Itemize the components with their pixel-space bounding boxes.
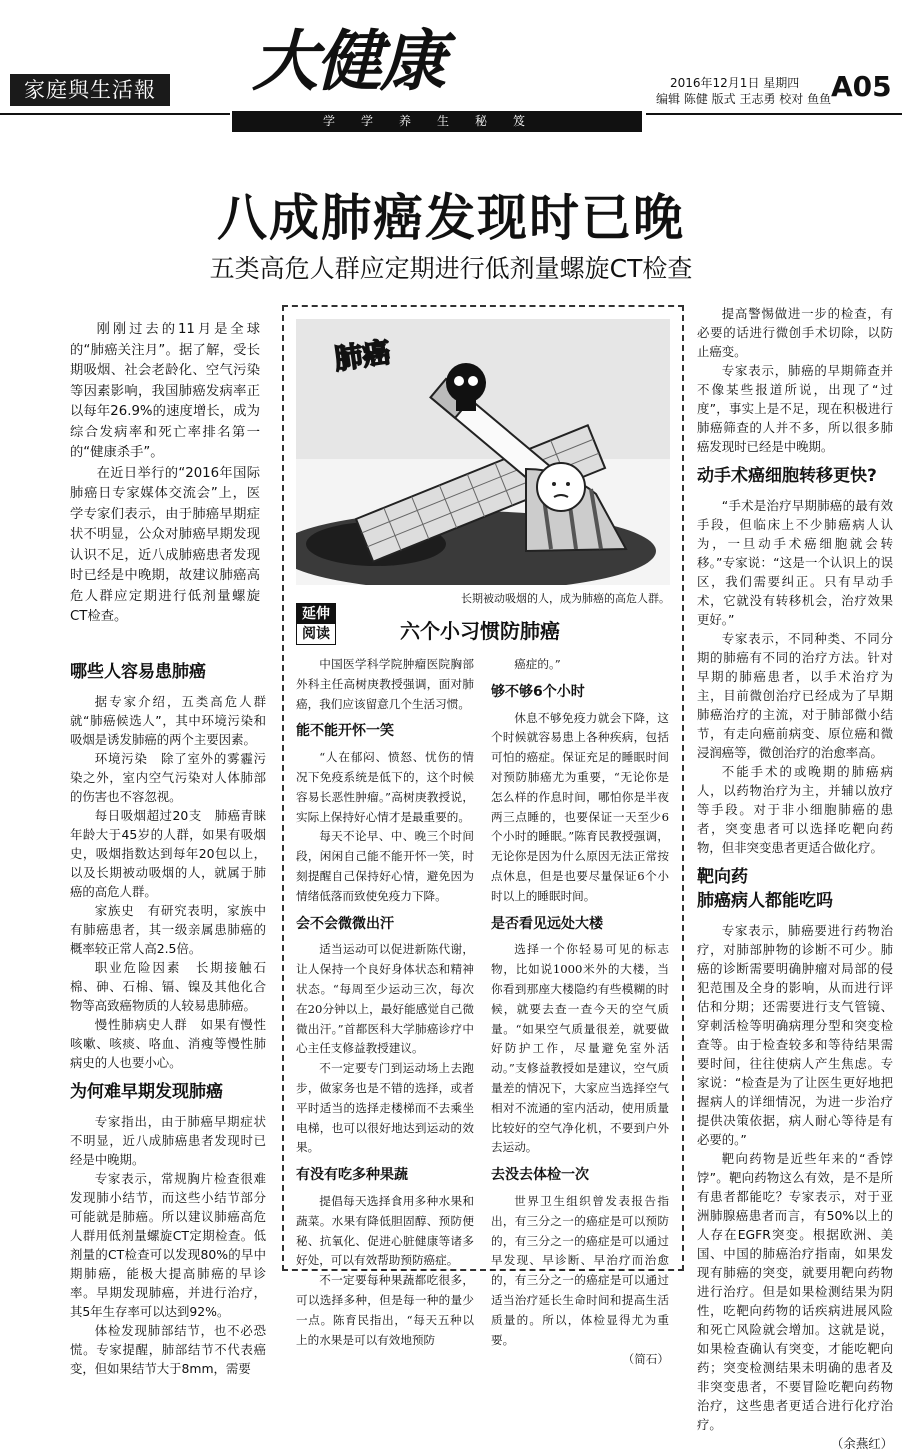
extended-reading-badge bbox=[296, 603, 336, 645]
body-paragraph: 癌症的。” bbox=[514, 657, 561, 671]
section-heading: 去没去体检一次 bbox=[491, 1167, 589, 1184]
body-paragraph: 靶向药物是近些年来的“香饽饽”。靶向药物这么有效，是不是所有患者都能吃？专家表示，对于亚洲肺腺癌患者而言，有50%以上的人存在EGFR突变。根据欧洲、美国、中国的肺癌治疗指南，如果发现有肺癌的突变，就要用靶向药物进行治疗。但是如果检测结果为阴性，吃靶向药物的话疾病进展风险和死亡风险就会增加。这就是说，如果检查确认有突变，才能吃靶向药；突变检测结果未明确的患者及非突变患者，不要冒险吃靶向药物治疗，这些患者更适合进行化疗治疗。 bbox=[697, 1151, 893, 1432]
body-paragraph: 休息不够免疫力就会下降，这个时候就容易患上各种疾病，包括可怕的癌症。保证充足的睡眠时间对预防肺癌尤为重要，“无论你是怎么样的作息时间，哪怕你是半夜两三点睡的，也要保证一天至少6个小时的睡眠。”陈育民教授强调，无论你是因为什么原因无法正常按点休息，但是也要尽量保证6个小时以上的睡眠时间。 bbox=[491, 710, 669, 903]
body-paragraph: 适当运动可以促进新陈代谢，让人保持一个良好身体状态和精神状态。“每周至少运动三次，每次在20分钟以上，最好能感觉自己微微出汗。”首都医科大学肺癌诊疗中心主任支修益教授建议。 bbox=[296, 942, 474, 1056]
article-subheadline: 五类高危人群应定期进行低剂量螺旋CT检查 bbox=[209, 254, 693, 283]
body-paragraph: “手术是治疗早期肺癌的最有效手段，但临床上不少肺癌病人认为，一旦动手术癌细胞就会转移。”专家说：“这是一个认识上的误区，我们需要纠正。只有早动手术，它就没有转移机会，治疗效果更好。” bbox=[697, 498, 893, 627]
body-paragraph: 专家表示，不同种类、不同分期的肺癌有不同的治疗方法。针对早期的肺癌患者，以手术治疗为主，目前微创治疗已经成为了早期肺癌治疗的主流，对于肺部微小结节，有走向癌前病变、原位癌和微浸润癌等，微创治疗的治愈率高。 bbox=[697, 631, 893, 760]
body-paragraph: 据专家介绍，五类高危人群就“肺癌候选人”，其中环境污染和吸烟是诱发肺癌的两个主要因素。 bbox=[70, 694, 266, 747]
section-heading: 靶向药 肺癌病人都能吃吗 bbox=[697, 867, 833, 911]
sidebar-column-a bbox=[296, 655, 474, 1350]
masthead-rule-left bbox=[0, 113, 230, 115]
sidebar-column-b bbox=[491, 655, 669, 1370]
sidebar-title: 六个小习惯防肺癌 bbox=[400, 619, 560, 643]
badge-line: 延伸 bbox=[297, 604, 335, 624]
section-heading: 能不能开怀一笑 bbox=[296, 723, 394, 740]
article-column-right bbox=[697, 304, 893, 1453]
section-heading: 是否看见远处大楼 bbox=[491, 915, 603, 932]
section-heading: 哪些人容易患肺癌 bbox=[70, 662, 206, 682]
lead-paragraph: 刚刚过去的11月是全球的“肺癌关注月”。据了解，受长期吸烟、社会老龄化、空气污染等因素影响，我国肺癌发病率正以每年26.9%的速度增长，成为综合发病率和死亡率排名第一的“健康杀手”。 bbox=[70, 322, 260, 460]
section-heading: 够不够6个小时 bbox=[491, 683, 585, 700]
section-heading: 动手术癌细胞转移更快? bbox=[697, 466, 877, 486]
body-paragraph: 专家表示，肺癌要进行药物治疗，对肺部肿物的诊断不可少。肺癌的诊断需要明确肿瘤对局部的侵犯范围及全身的影响，从而进行评估和分期；还需要进行支气管镜、穿刺活检等明确病理分型和突变检查等。由于检查较多和等待结果需要时间，往往使病人产生焦虑。专家说：“检查是为了让医生更好地把握病人的详细情况，为进一步治疗提供决策依据，病人耐心等待是有必要的。” bbox=[697, 923, 893, 1147]
page-number: A05 bbox=[831, 70, 892, 103]
section-heading: 会不会微微出汗 bbox=[296, 915, 394, 932]
lead-paragraph: 在近日举行的“2016年国际肺癌日专家媒体交流会”上，医学专家们表示，由于肺癌早期症状不明显，公众对肺癌早期发现认识不足，近八成肺癌患者发现时已经是中晚期，故建议肺癌高危人群应定期进行低剂量螺旋CT检查。 bbox=[70, 465, 260, 624]
masthead-rule-right bbox=[646, 113, 902, 115]
newspaper-name: 家庭與生活報 bbox=[10, 74, 170, 106]
body-paragraph: 每天不论早、中、晚三个时间段，闲闲自己能不能开怀一笑，时刻提醒自己保持好心情，避免因为情绪低落而致使免疫力下降。 bbox=[296, 829, 474, 903]
section-heading: 为何难早期发现肺癌 bbox=[70, 1082, 223, 1102]
illustration bbox=[296, 319, 670, 585]
illustration-caption: 长期被动吸烟的人，成为肺癌的高危人群。 bbox=[461, 592, 670, 605]
section-slogan: 学学养生秘笈 bbox=[232, 111, 642, 132]
illustration-label: 肺癌 bbox=[332, 335, 393, 376]
body-paragraph: 专家指出，由于肺癌早期症状不明显，近八成肺癌患者发现时已经是中晚期。 bbox=[70, 1114, 266, 1167]
body-paragraph: 慢性肺病史人群 如果有慢性咳嗽、咳痰、咯血、消瘦等慢性肺病史的人也要小心。 bbox=[70, 1017, 266, 1070]
body-paragraph: 提倡每天选择食用多种水果和蔬菜。水果有降低胆固醇、预防便秘、抗氧化、促进心脏健康等诸多好处，可以有效帮助预防癌症。 bbox=[296, 1193, 474, 1268]
body-paragraph: 家族史 有研究表明，家族中有肺癌患者，其一级亲属患肺癌的概率较正常人高2.5倍。 bbox=[70, 903, 266, 956]
article-headline: 八成肺癌发现时已晚 bbox=[217, 188, 685, 247]
body-paragraph: 专家表示，常规胸片检查很难发现肺小结节，而这些小结节部分可能就是肺癌。所以建议肺癌高危人群用低剂量螺旋CT定期检查。低剂量的CT检查可以发现80%的早中期肺癌，能极大提高肺癌的早诊率。早期发现肺癌，并进行治疗，其5年生存率可以达到92%。 bbox=[70, 1171, 266, 1319]
badge-line: 阅读 bbox=[302, 626, 330, 642]
article-lead bbox=[70, 320, 260, 628]
issue-date: 2016年12月1日 星期四 bbox=[670, 76, 800, 90]
body-paragraph: 不一定要专门到运动场上去跑步，做家务也是不错的选择，或者平时适当的选择走楼梯而不去乘坐电梯，也可以很好地达到运动的效果。 bbox=[296, 1061, 474, 1155]
body-paragraph: 世界卫生组织曾发表报告指出，有三分之一的癌症是可以预防的，有三分之一的癌症是可以通过早发现、早诊断、早治疗而治愈的，有三分之一的癌症是可以通过适当治疗延长生命时间和提高生活质量的。所以，体检显得尤为重要。 bbox=[491, 1193, 669, 1347]
section-heading: 有没有吃多种果蔬 bbox=[296, 1167, 408, 1184]
body-paragraph: 不一定要每种果蔬都吃很多，可以选择多种，但是每一种的量少一点。陈育民指出，“每天五种以上的水果是可以有效地预防 bbox=[296, 1273, 474, 1347]
body-paragraph: 每日吸烟超过20支 肺癌青睐年龄大于45岁的人群，如果有吸烟史，吸烟指数达到每年20包以上，以及长期被动吸烟的人，就属于肺癌的高危人群。 bbox=[70, 808, 266, 899]
body-paragraph: 选择一个你轻易可见的标志物，比如说1000米外的大楼，当你看到那座大楼隐约有些模糊的时候，就要去查一查今天的空气质量。“如果空气质量很差，就要做好防护工作，尽量避免室外活动。”支修益教授如是建议，空气质量差的情况下，大家应当选择空气相对不流通的室内活动，使用质量比较好的空气净化机，不要到户外去运动。 bbox=[491, 942, 669, 1155]
author-signature: （余燕红） bbox=[831, 1436, 893, 1451]
body-paragraph: 中国医学科学院肿瘤医院胸部外科主任高树庚教授强调，面对肺癌，我们应该留意几个生活习惯。 bbox=[296, 657, 474, 711]
article-column-left bbox=[70, 652, 266, 1378]
body-paragraph: 不能手术的或晚期的肺癌病人，以药物治疗为主，并辅以放疗等手段。对于非小细胞肺癌的患者，突变患者可以选择吃靶向药物，但非突变患者更适合做化疗。 bbox=[697, 764, 893, 855]
author-signature: （简石） bbox=[622, 1352, 669, 1367]
body-paragraph: 环境污染 除了室外的雾霾污染之外，室内空气污染对人体肺部的伤害也不容忽视。 bbox=[70, 751, 266, 804]
body-paragraph: 体检发现肺部结节，也不必恐慌。专家提醒，肺部结节不代表癌变，但如果结节大于8mm，需要 bbox=[70, 1323, 266, 1376]
lung-cancer-cartoon-icon bbox=[296, 319, 670, 585]
section-logo: 大健康 bbox=[252, 23, 444, 100]
body-paragraph: 提高警惕做进一步的检查，有必要的话进行微创手术切除，以防止癌变。 bbox=[697, 306, 893, 359]
body-paragraph: “人在郁闷、愤怒、忧伤的情况下免疫系统是低下的，这个时候容易长恶性肿瘤。”高树庚教授说，实际上保持好心情才是最重要的。 bbox=[296, 750, 474, 824]
body-paragraph: 专家表示，肺癌的早期筛查并不像某些报道所说，出现了“过度”，事实上是不足，现在积极进行肺癌筛查的人并不多，所以很多肺癌发现时已经是中晚期。 bbox=[697, 363, 893, 454]
body-paragraph: 职业危险因素 长期接触石棉、砷、石棉、镉、镍及其他化合物等高致癌物质的人较易患肺癌。 bbox=[70, 960, 266, 1013]
editor-credits: 编辑 陈健 版式 王志勇 校对 鱼鱼 bbox=[656, 92, 832, 106]
